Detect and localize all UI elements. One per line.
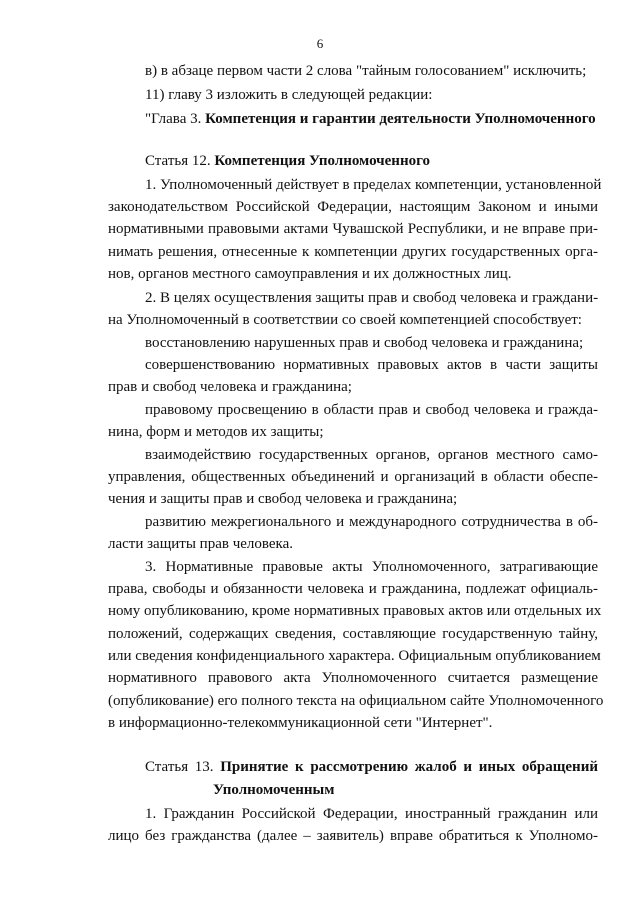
text-line: 3. Нормативные правовые акты Уполномоченного, затрагивающие	[145, 559, 598, 575]
text-line: ному опубликованию, кроме нормативных правовых актов или отдельных их	[108, 603, 602, 619]
text-line: совершенствованию нормативных правовых актов в части защиты	[145, 357, 598, 373]
chapter-title: Компетенция и гарантии деятельности Уполномоченного	[205, 111, 596, 127]
text-line: чения и защиты прав и свобод человека и гражданина;	[108, 491, 458, 507]
chapter-heading	[145, 110, 635, 128]
article-number: Статья 13.	[145, 759, 221, 775]
text-line: законодательством Российской Федерации, настоящим Законом и иными	[108, 199, 598, 215]
text-line: нов, органов местного самоуправления и их должностных лиц.	[108, 266, 512, 282]
text-line: прав и свобод человека и гражданина;	[108, 379, 352, 395]
text-line: нормативного правового акта Уполномоченного считается размещение	[108, 670, 598, 686]
article-12-heading	[145, 152, 635, 170]
text-line: ласти защиты прав человека.	[108, 536, 294, 552]
text-line: в информационно-телекоммуникационной сети "Интернет".	[108, 715, 493, 731]
text-line: лицо без гражданства (далее – заявитель) вправе обратиться к Уполномо-	[108, 828, 598, 844]
text-line: положений, содержащих сведения, составляющие государственную тайну,	[108, 626, 598, 642]
text-line: нина, форм и методов их защиты;	[108, 424, 324, 440]
text-line: на Уполномоченный в соответствии со своей компетенцией способствует:	[108, 312, 582, 328]
text-line: права, свободы и обязанности человека и гражданина, подлежат официаль-	[108, 581, 598, 597]
text-line: в) в абзаце первом части 2 слова "тайным голосованием" исключить;	[145, 63, 587, 79]
text-line: 11) главу 3 изложить в следующей редакции:	[145, 87, 433, 103]
text-line: 1. Гражданин Российской Федерации, иностранный гражданин или	[145, 806, 598, 822]
article-title-continued: Уполномоченным	[213, 782, 335, 798]
text-line: нимать решения, отнесенные к компетенции других государственных орга-	[108, 244, 598, 260]
article-title: Компетенция Уполномоченного	[214, 153, 431, 169]
text-line: (опубликование) его полного текста на официальном сайте Уполномоченного	[108, 693, 604, 709]
article-number: Статья 12.	[145, 153, 215, 169]
text-line: взаимодействию государственных органов, органов местного само-	[145, 447, 598, 463]
text-line: восстановлению нарушенных прав и свобод человека и гражданина;	[145, 335, 584, 351]
article-title: Принятие к рассмотрению жалоб и иных обращений	[220, 759, 598, 775]
article-13-heading	[145, 758, 598, 776]
text-line: правовому просвещению в области прав и свобод человека и гражда-	[145, 402, 598, 418]
text-line: 1. Уполномоченный действует в пределах компетенции, установленной	[145, 177, 602, 193]
text-line: нормативными правовыми актами Чувашской Республики, и не вправе при-	[108, 221, 598, 237]
text-line: развитию межрегионального и международного сотрудничества в об-	[145, 514, 598, 530]
text-line: 2. В целях осуществления защиты прав и свобод человека и граждани-	[145, 290, 599, 306]
chapter-number: "Глава 3.	[145, 111, 206, 127]
text-line: управления, общественных объединений и организаций в области обеспе-	[108, 469, 598, 485]
page-number: 6	[316, 36, 324, 51]
text-line: или сведения конфиденциального характера. Официальным опубликованием	[108, 648, 601, 664]
